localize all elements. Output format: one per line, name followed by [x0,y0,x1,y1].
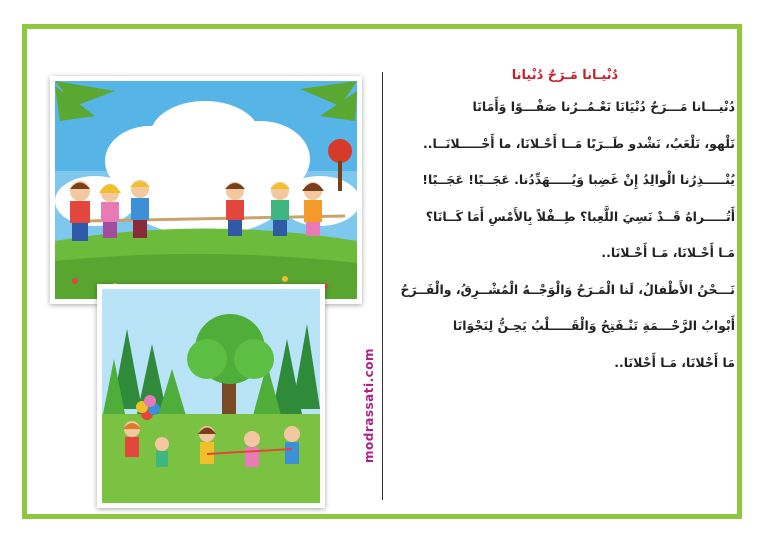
poem-line: مَـا أَحْـلانَا، مَـا أَحْـلانَا.. [601,245,735,260]
poem-line: نَـــحْنُ الأَطْفالُ، لَنا الْمَـرَحُ وَالْوَجْــهُ الْمُشْــرِقُ، والْفَــرَحُ [400,281,735,297]
poem-line: نَلْهو، نَلْعَبُ، نَشْدو طَــرَبًا مَــا أَحْـلانَا، ما أَحْـــــلانَــا.. [423,135,735,151]
vertical-divider [382,72,383,500]
watermark: modrassati.com [362,347,376,463]
poem-line: أَتُـــــراهُ قَــدْ نَسِيَ اللَّعِبا؟ طِــفْلاً بِالأَمْسِ أَمَا كَــانَا؟ [425,208,735,224]
park-image [97,284,325,508]
poem-line: يُنْـــــذِرُنا الْوالِدُ إِنْ غَضِبا وَيُـــــهَدِّدُنا. عَجَــبًا! عَجَــبًا! [422,172,735,187]
poem-line: أَبْوابُ الرَّحْـــمَةِ تَنْـفَتِحُ وَالْقَـــــلْبُ يَحِـنُّ لِنَجْوَانَا [452,318,735,333]
poem-title: دُنْيـانا مَـرَحٌ دُنْيانا [511,68,619,83]
poem [395,68,735,389]
poem-line: مَا أَحْلانَا، مَـا أَحْلانَا.. [614,354,735,370]
poem-line: دُنْيـــانا مَـــرَحٌ دُنْيَانَا نَعْـمُــرُنا صَفْـــوًا وَأَمَانَا [472,99,735,114]
tug-of-war-image [50,76,362,304]
